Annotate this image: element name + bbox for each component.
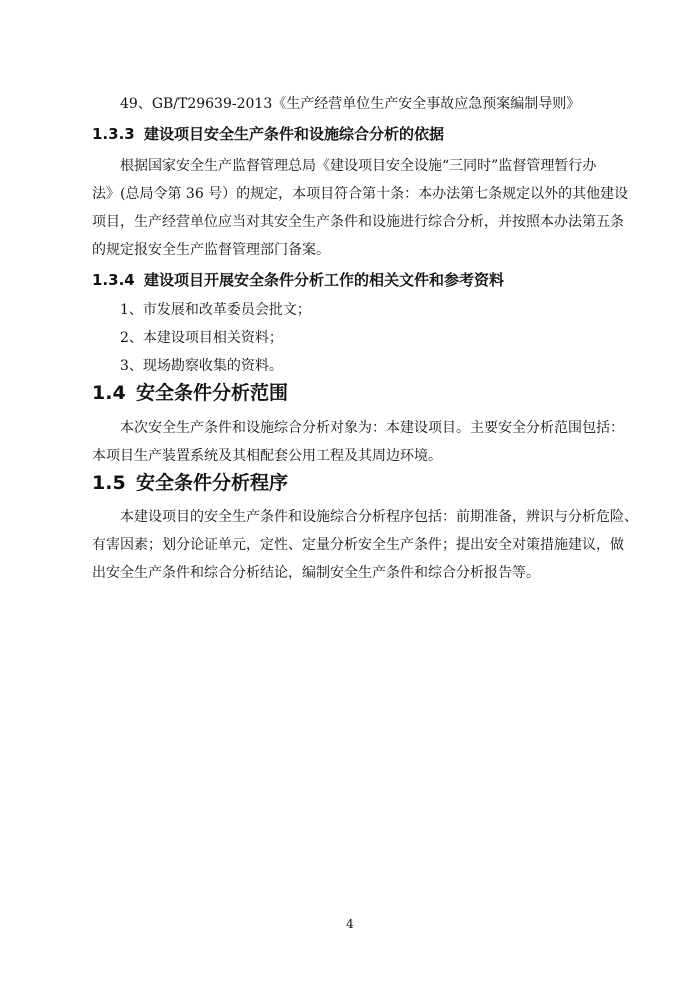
page-number: 4 (346, 917, 354, 931)
section-heading-1-4 (92, 380, 288, 406)
section-title: 建设项目开展安全条件分析工作的相关文件和参考资料 (144, 271, 505, 289)
section-title: 安全条件分析程序 (136, 472, 289, 494)
paragraph-line: 根据国家安全生产监督管理总局《建设项目安全设施“三同时”监督管理暂行办 (120, 158, 597, 174)
paragraph-line: 出安全生产条件和综合分析结论，编制安全生产条件和综合分析报告等。 (92, 565, 540, 581)
list-item: 3、现场勘察收集的资料。 (120, 358, 283, 374)
paragraph-line: 的规定报安全生产监督管理部门备案。 (92, 242, 330, 258)
list-item: 1、市发展和改革委员会批文； (120, 302, 311, 318)
paragraph-line: 法》(总局令第 36 号）的规定，本项目符合第十条：本办法第七条规定以外的其他建设 (92, 186, 629, 202)
section-title: 建设项目安全生产条件和设施综合分析的依据 (144, 125, 445, 143)
paragraph-line: 本建设项目的安全生产条件和设施综合分析程序包括：前期准备，辨识与分析危险、 (120, 509, 638, 525)
section-number: 1.5 (92, 472, 126, 494)
section-heading-1-3-4 (92, 270, 504, 290)
section-heading-1-5 (92, 470, 288, 496)
paragraph-line: 本次安全生产条件和设施综合分析对象为：本建设项目。主要安全分析范围包括： (120, 420, 624, 436)
list-item: 2、本建设项目相关资料； (120, 330, 283, 346)
section-number: 1.3.3 (92, 125, 135, 143)
section-number: 1.4 (92, 382, 126, 404)
reference-item-49: 49、GB/T29639-2013《生产经营单位生产安全事故应急预案编制导则》 (120, 96, 581, 112)
section-heading-1-3-3 (92, 124, 444, 144)
paragraph-line: 本项目生产装置系统及其相配套公用工程及其周边环境。 (92, 448, 442, 464)
paragraph-line: 项目，生产经营单位应当对其安全生产条件和设施进行综合分析，并按照本办法第五条 (92, 214, 624, 230)
paragraph-line: 有害因素；划分论证单元，定性、定量分析安全生产条件；提出安全对策措施建议，做 (92, 537, 624, 553)
section-title: 安全条件分析范围 (136, 382, 289, 404)
section-number: 1.3.4 (92, 271, 135, 289)
